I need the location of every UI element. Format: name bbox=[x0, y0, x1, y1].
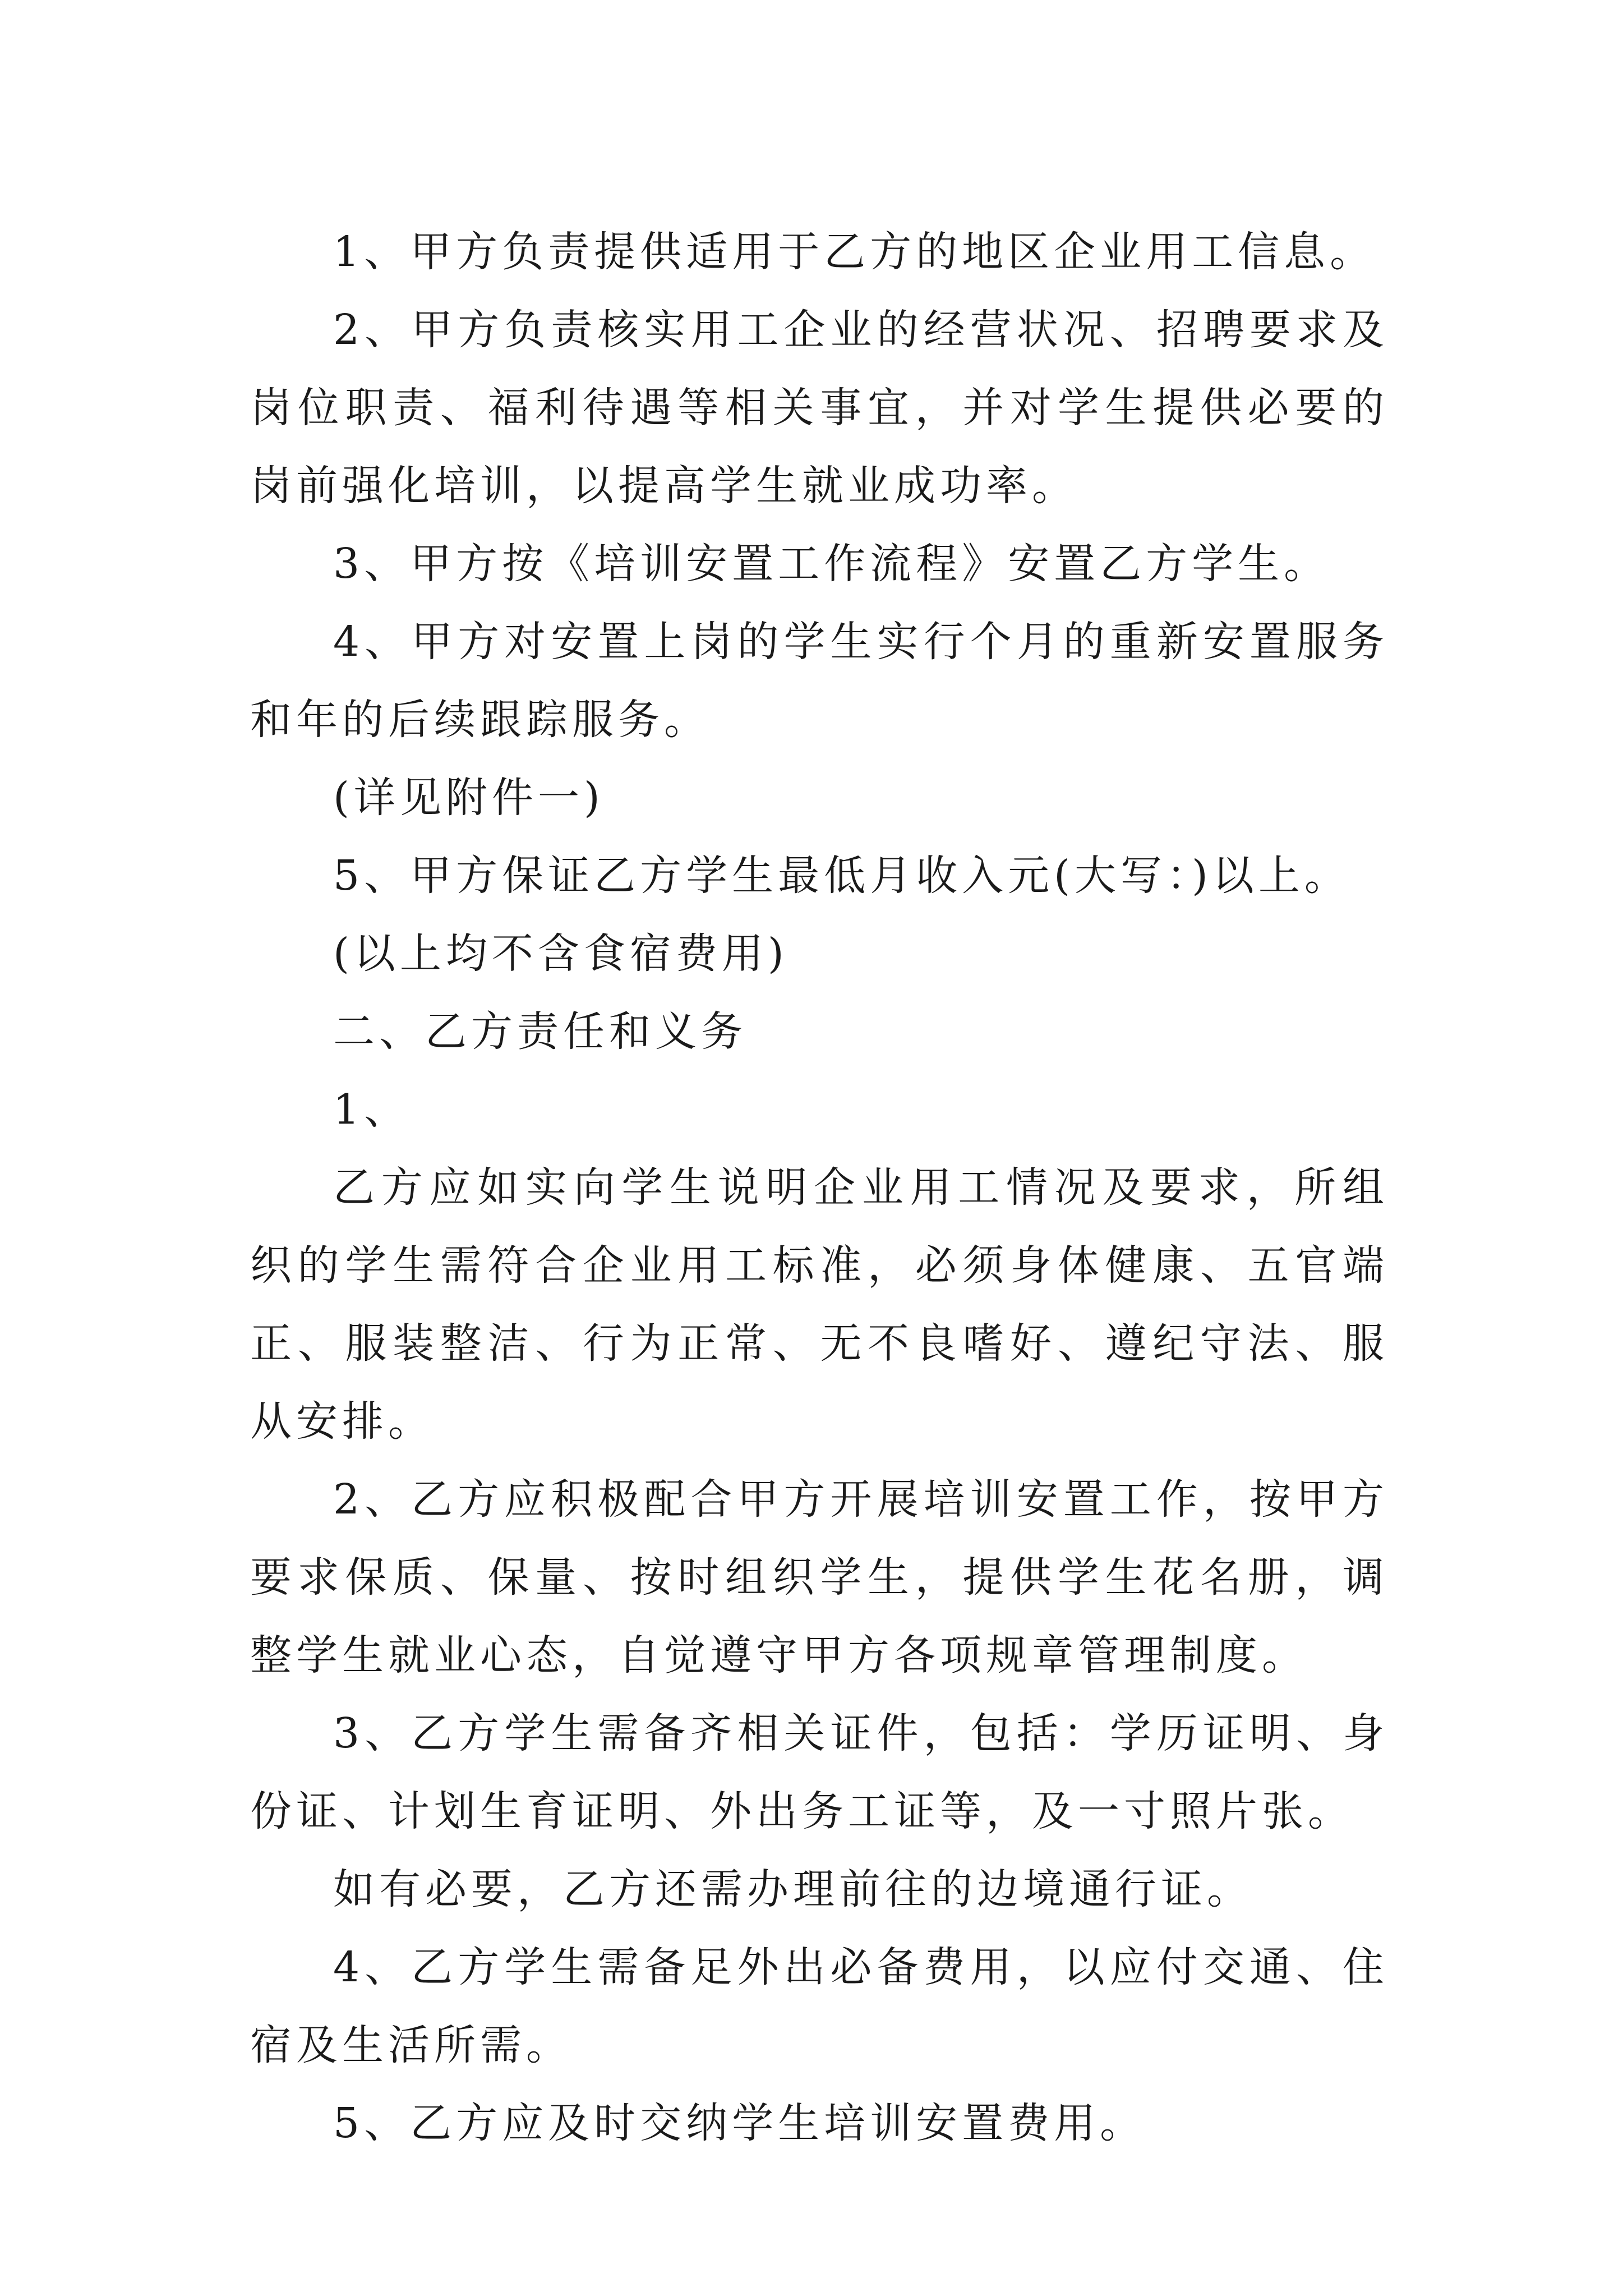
paragraph-party-b-4: 4、乙方学生需备足外出必备费用，以应付交通、住宿及生活所需。 bbox=[250, 1943, 1389, 2069]
paragraph-party-b-1: 乙方应如实向学生说明企业用工情况及要求，所组织的学生需符合企业用工标准，必须身体健康、五官端正、服装整洁、行为正常、无不良嗜好、遵纪守法、服从安排。 bbox=[250, 1163, 1389, 1446]
document-body bbox=[250, 213, 1389, 2162]
paragraph-party-a-2: 2、甲方负责核实用工企业的经营状况、招聘要求及岗位职责、福利待遇等相关事宜，并对学生提供必要的岗前强化培训，以提高学生就业成功率。 bbox=[250, 306, 1389, 510]
paragraph-party-b-1-number: 1、 bbox=[333, 1085, 411, 1134]
paragraph-party-a-3: 3、甲方按《培训安置工作流程》安置乙方学生。 bbox=[333, 540, 1330, 588]
section-heading-party-b: 二、乙方责任和义务 bbox=[333, 1007, 747, 1056]
paragraph-party-a-4: 4、甲方对安置上岗的学生实行个月的重新安置服务和年的后续跟踪服务。 bbox=[250, 618, 1389, 744]
paragraph-party-b-5: 5、乙方应及时交纳学生培训安置费用。 bbox=[333, 2099, 1146, 2147]
paragraph-party-a-1: 1、甲方负责提供适用于乙方的地区企业用工信息。 bbox=[333, 228, 1376, 276]
paragraph-see-attachment: (详见附件一) bbox=[333, 774, 605, 822]
paragraph-party-b-3: 3、乙方学生需备齐相关证件，包括：学历证明、身份证、计划生育证明、外出务工证等，及一寸照片张。 bbox=[250, 1709, 1389, 1835]
paragraph-border-pass: 如有必要，乙方还需办理前往的边境通行证。 bbox=[333, 1865, 1253, 1913]
paragraph-party-b-2: 2、乙方应积极配合甲方开展培训安置工作，按甲方要求保质、保量、按时组织学生，提供学生花名册，调整学生就业心态，自觉遵守甲方各项规章管理制度。 bbox=[250, 1475, 1389, 1680]
paragraph-excluding-note: (以上均不含食宿费用) bbox=[333, 930, 789, 978]
paragraph-party-a-5: 5、甲方保证乙方学生最低月收入元(大写：)以上。 bbox=[333, 852, 1350, 900]
